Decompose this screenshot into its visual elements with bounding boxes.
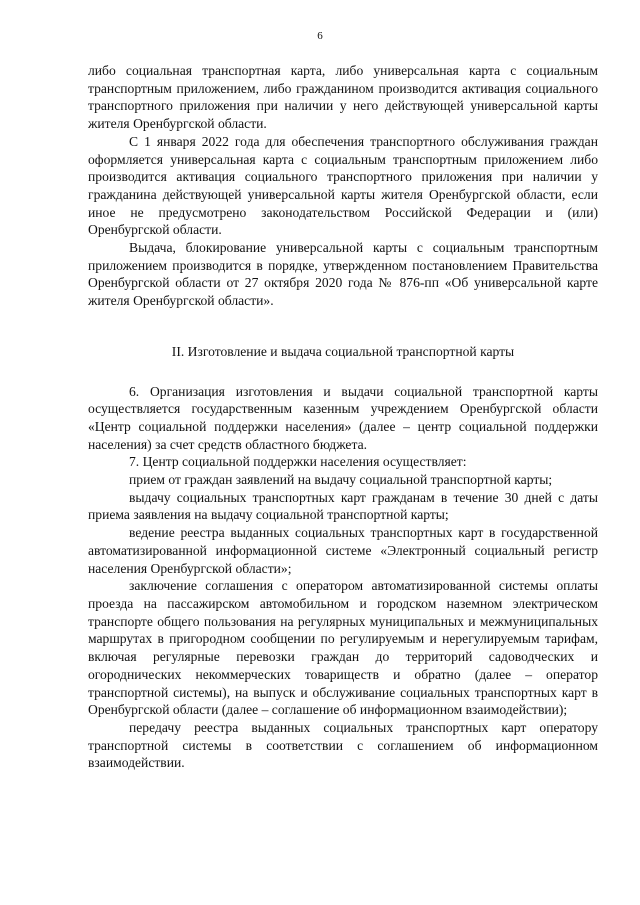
page-number: 6 — [317, 30, 323, 42]
document-body — [88, 62, 598, 772]
paragraph-duty-issue-cards: выдачу социальных транспортных карт гражданам в течение 30 дней с даты приема заявления на выдачу социальной транспортной карты; — [88, 489, 598, 523]
paragraph-universal-card-2022: С 1 января 2022 года для обеспечения транспортного обслуживания граждан оформляется универсальная карта с социальным транспортным приложением либо производится активация социального транспортного приложения при наличии у гражданина действующей универсальной карты жителя Оренбургской области, если иное не предусмотрено законодательством Российской Федерации и (или) Оренбургской области. — [88, 133, 598, 238]
paragraph-continuation: либо социальная транспортная карта, либо универсальная карта с социальным транспортным приложением, либо гражданином производится активация социального транспортного приложения при наличии у него действующей универсальной карты жителя Оренбургской области. — [88, 63, 598, 132]
paragraph-issuance-blocking: Выдача, блокирование универсальной карты с социальным транспортным приложением производится в порядке, утвержденном постановлением Правительства Оренбургской области от 27 октября 2020 года № 876-пп «Об универсальной карте жителя Оренбургской области». — [88, 240, 598, 309]
paragraph-duty-applications: прием от граждан заявлений на выдачу социальной транспортной карты; — [129, 472, 553, 488]
paragraph-item-6: 6. Организация изготовления и выдачи социальной транспортной карты осуществляется государственным казенным учреждением Оренбургской области «Центр социальной поддержки населения» (далее – центр социальной поддержки населения) за счет средств областного бюджета. — [88, 383, 598, 452]
paragraph-duty-transfer-registry: передачу реестра выданных социальных транспортных карт оператору транспортной системы в соответствии с соглашением об информационном взаимодействии. — [88, 719, 598, 771]
paragraph-duty-registry: ведение реестра выданных социальных транспортных карт в государственной автоматизированной информационной системе «Электронный социальный регистр населения Оренбургской области»; — [88, 525, 598, 576]
paragraph-item-7: 7. Центр социальной поддержки населения осуществляет: — [129, 454, 467, 470]
section-heading: II. Изготовление и выдача социальной транспортной карты — [171, 343, 515, 359]
paragraph-duty-agreement: заключение соглашения с оператором автоматизированной системы оплаты проезда на пассажирском автомобильном и городском наземном электрическом транспорте общего пользования на регулярных муниципальных и межмуниципальных маршрутах в пригородном сообщении по регулируемым и нерегулируемым тарифам, включая регулярные перевозки граждан до территорий садоводческих и огороднических некоммерческих товариществ и обратно (далее – оператор транспортной системы), на выпуск и обслуживание социальных транспортных карт в Оренбургской области (далее – соглашение об информационном взаимодействии); — [88, 578, 598, 718]
